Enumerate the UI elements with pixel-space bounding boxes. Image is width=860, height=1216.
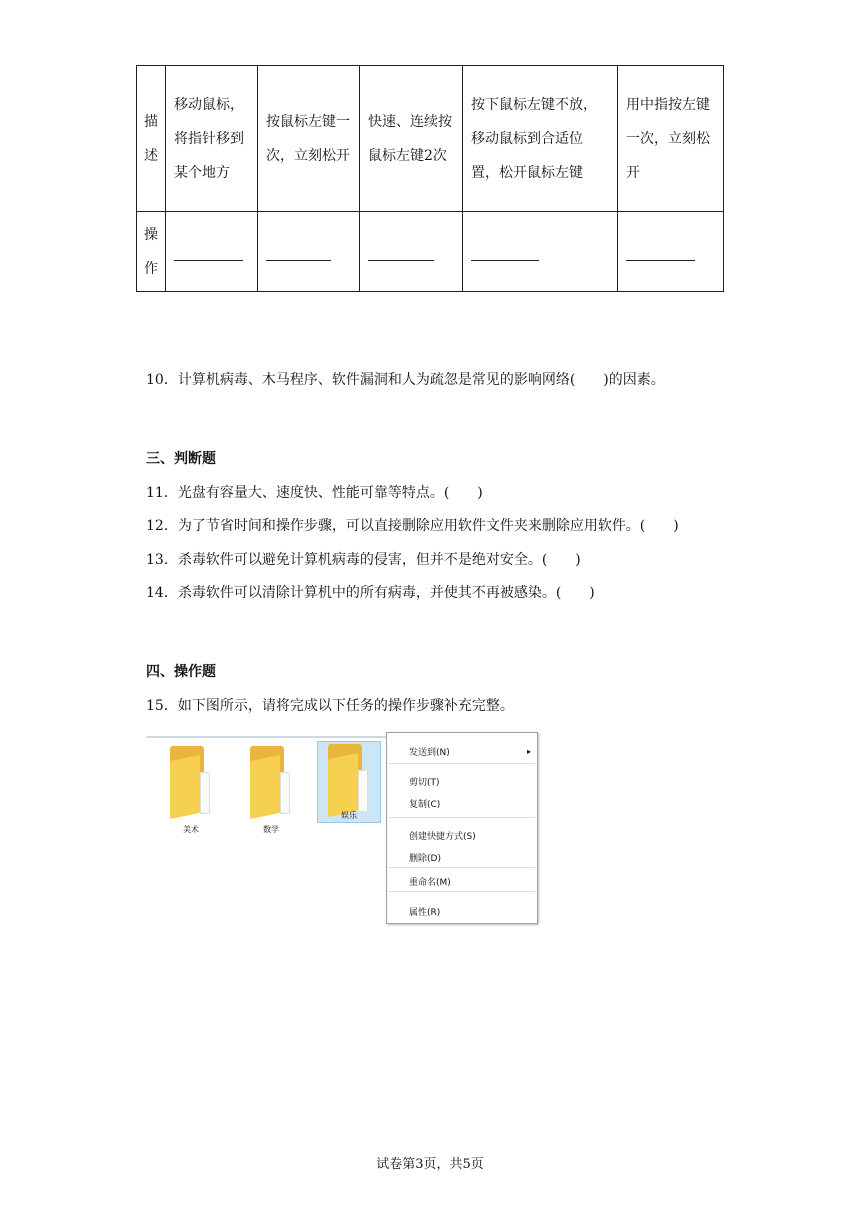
folder-item[interactable] xyxy=(160,744,222,844)
section-heading-operation: 四、操作题 xyxy=(146,664,216,680)
answer-cell xyxy=(463,212,618,292)
folder-item[interactable] xyxy=(240,744,302,844)
question-10: 10．计算机病毒、木马程序、软件漏洞和人为疏忽是常见的影响网络( )的因素。 xyxy=(146,372,665,388)
menu-item-cut[interactable]: 剪切(T) xyxy=(409,778,440,788)
answer-cell xyxy=(618,212,724,292)
description-cell: 按下鼠标左键不放，移动鼠标到合适位置，松开鼠标左键 xyxy=(463,66,618,212)
submenu-arrow-icon: ▸ xyxy=(526,747,531,756)
explorer-screenshot xyxy=(146,728,554,924)
question-13: 13．杀毒软件可以避免计算机病毒的侵害，但并不是绝对安全。( ) xyxy=(146,552,581,568)
table-row xyxy=(137,66,724,212)
description-cell: 快速、连续按鼠标左键2次 xyxy=(360,66,463,212)
window-top-border xyxy=(146,736,386,738)
menu-item-send-to[interactable]: 发送到(N) xyxy=(409,748,450,758)
answer-blank[interactable] xyxy=(626,242,695,261)
answer-cell xyxy=(166,212,258,292)
menu-separator xyxy=(389,817,535,818)
context-menu xyxy=(386,732,538,924)
folder-label: 数学 xyxy=(263,825,279,834)
answer-cell xyxy=(360,212,463,292)
answer-blank[interactable] xyxy=(368,242,434,261)
menu-separator xyxy=(389,763,535,764)
answer-cell xyxy=(258,212,360,292)
answer-blank[interactable] xyxy=(471,242,539,261)
menu-separator xyxy=(389,867,535,868)
menu-item-copy[interactable]: 复制(C) xyxy=(409,800,441,810)
answer-blank[interactable] xyxy=(174,242,243,261)
description-cell: 用中指按左键一次，立刻松开 xyxy=(618,66,724,212)
question-11: 11．光盘有容量大、速度快、性能可靠等特点。( ) xyxy=(146,485,483,501)
menu-item-create-shortcut[interactable]: 创建快捷方式(S) xyxy=(409,832,476,842)
question-12: 12．为了节省时间和操作步骤，可以直接删除应用软件文件夹来删除应用软件。( ) xyxy=(146,518,679,534)
row-header-description: 描述 xyxy=(137,66,166,212)
menu-item-properties[interactable]: 属性(R) xyxy=(409,908,441,918)
mouse-operations-table xyxy=(136,65,724,292)
question-15: 15．如下图所示，请将完成以下任务的操作步骤补充完整。 xyxy=(146,698,514,714)
description-cell: 按鼠标左键一次，立刻松开 xyxy=(258,66,360,212)
folder-item-selected[interactable] xyxy=(317,741,381,823)
menu-item-delete[interactable]: 删除(D) xyxy=(409,854,441,864)
folder-label: 娱乐 xyxy=(341,811,357,820)
table-row xyxy=(137,212,724,292)
description-cell: 移动鼠标，将指针移到某个地方 xyxy=(166,66,258,212)
question-14: 14．杀毒软件可以清除计算机中的所有病毒，并使其不再被感染。( ) xyxy=(146,585,595,601)
folder-label: 美术 xyxy=(183,825,199,834)
menu-item-rename[interactable]: 重命名(M) xyxy=(409,878,451,888)
answer-blank[interactable] xyxy=(266,242,331,261)
row-header-operation: 操作 xyxy=(137,212,166,292)
menu-separator xyxy=(389,891,535,892)
section-heading-judgement: 三、判断题 xyxy=(146,451,216,467)
page-footer: 试卷第3页，共5页 xyxy=(376,1157,484,1172)
